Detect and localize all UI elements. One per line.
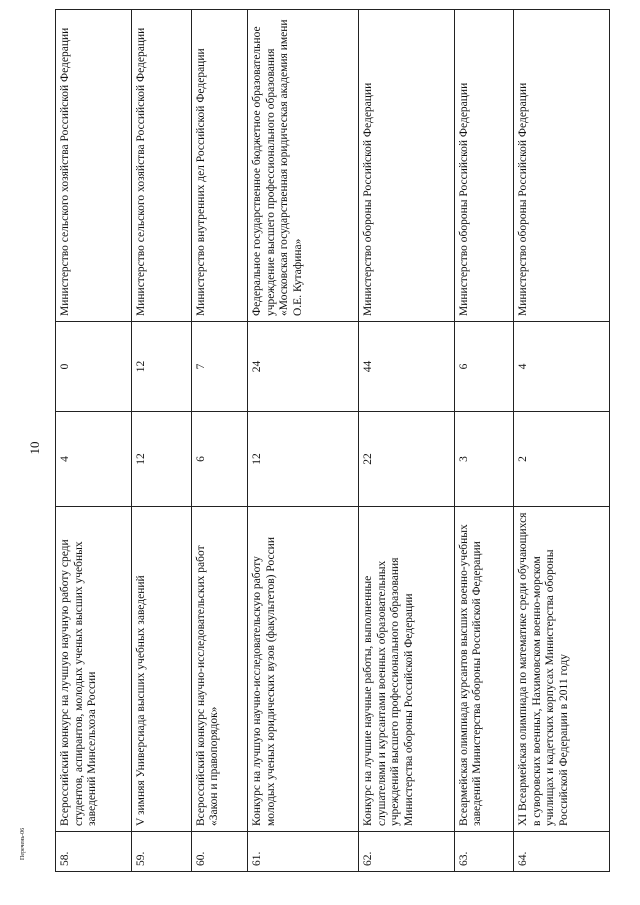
organization: Министерство обороны Российской Федерации [359, 10, 455, 322]
competition-name: Конкурс на лучшие научные работы, выполненные слушателями и курсантами военных образовательных учреждений высшего профессионального образования Министерства обороны Российской Федерации [359, 507, 455, 832]
value-1: 2 [514, 412, 610, 507]
organization: Министерство внутренних дел Российской Федерации [191, 10, 247, 322]
organization: Федеральное государственное бюджетное образовательное учреждение высшего профессионального образования «Московская государственная юридическая академия имени О.Е. Кутафина» [248, 10, 359, 322]
table-row [56, 10, 132, 872]
competition-name: Конкурс на лучшую научно-исследовательскую работу молодых ученых юридических вузов (факультетов) России [248, 507, 359, 832]
value-1: 12 [132, 412, 192, 507]
table-row [248, 10, 359, 872]
organization: Министерство сельского хозяйства Российской Федерации [56, 10, 132, 322]
competition-name: XI Всеармейская олимпиада по математике среди обучающихся в суворовских военных, Нахимовском военно-морском училищах и кадетских корпусах Министерства обороны Российской Федерации в 2011 году [514, 507, 610, 832]
value-2: 0 [56, 322, 132, 412]
row-number: 63. [454, 832, 514, 872]
organization: Министерство обороны Российской Федерации [514, 10, 610, 322]
value-1: 4 [56, 412, 132, 507]
value-2: 12 [132, 322, 192, 412]
organization: Министерство обороны Российской Федерации [454, 10, 514, 322]
competition-name: Всеармейская олимпиада курсантов высших военно-учебных заведений Министерства обороны Российской Федерации [454, 507, 514, 832]
competition-name: Всероссийский конкурс научно-исследовательских работ «Закон и правопорядок» [191, 507, 247, 832]
value-2: 44 [359, 322, 455, 412]
value-1: 6 [191, 412, 247, 507]
table-row [454, 10, 514, 872]
value-1: 12 [248, 412, 359, 507]
value-2: 4 [514, 322, 610, 412]
row-number: 62. [359, 832, 455, 872]
page-number: 10 [27, 441, 42, 455]
value-1: 3 [454, 412, 514, 507]
value-2: 6 [454, 322, 514, 412]
table-row [514, 10, 610, 872]
footer-code: Перечень-06 [20, 827, 26, 860]
table-row [132, 10, 192, 872]
row-number: 61. [248, 832, 359, 872]
value-1: 22 [359, 412, 455, 507]
row-number: 64. [514, 832, 610, 872]
row-number: 58. [56, 832, 132, 872]
organization: Министерство сельского хозяйства Российской Федерации [132, 10, 192, 322]
competition-name: V зимняя Универсиада высших учебных заведений [132, 507, 192, 832]
competitions-table [55, 9, 610, 872]
row-number: 60. [191, 832, 247, 872]
rotated-table-container [55, 10, 610, 872]
value-2: 24 [248, 322, 359, 412]
table-row [359, 10, 455, 872]
competition-name: Всероссийский конкурс на лучшую научную работу среди студентов, аспирантов, молодых ученых высших учебных заведений Минсельхоза России [56, 507, 132, 832]
value-2: 7 [191, 322, 247, 412]
row-number: 59. [132, 832, 192, 872]
table-row [191, 10, 247, 872]
